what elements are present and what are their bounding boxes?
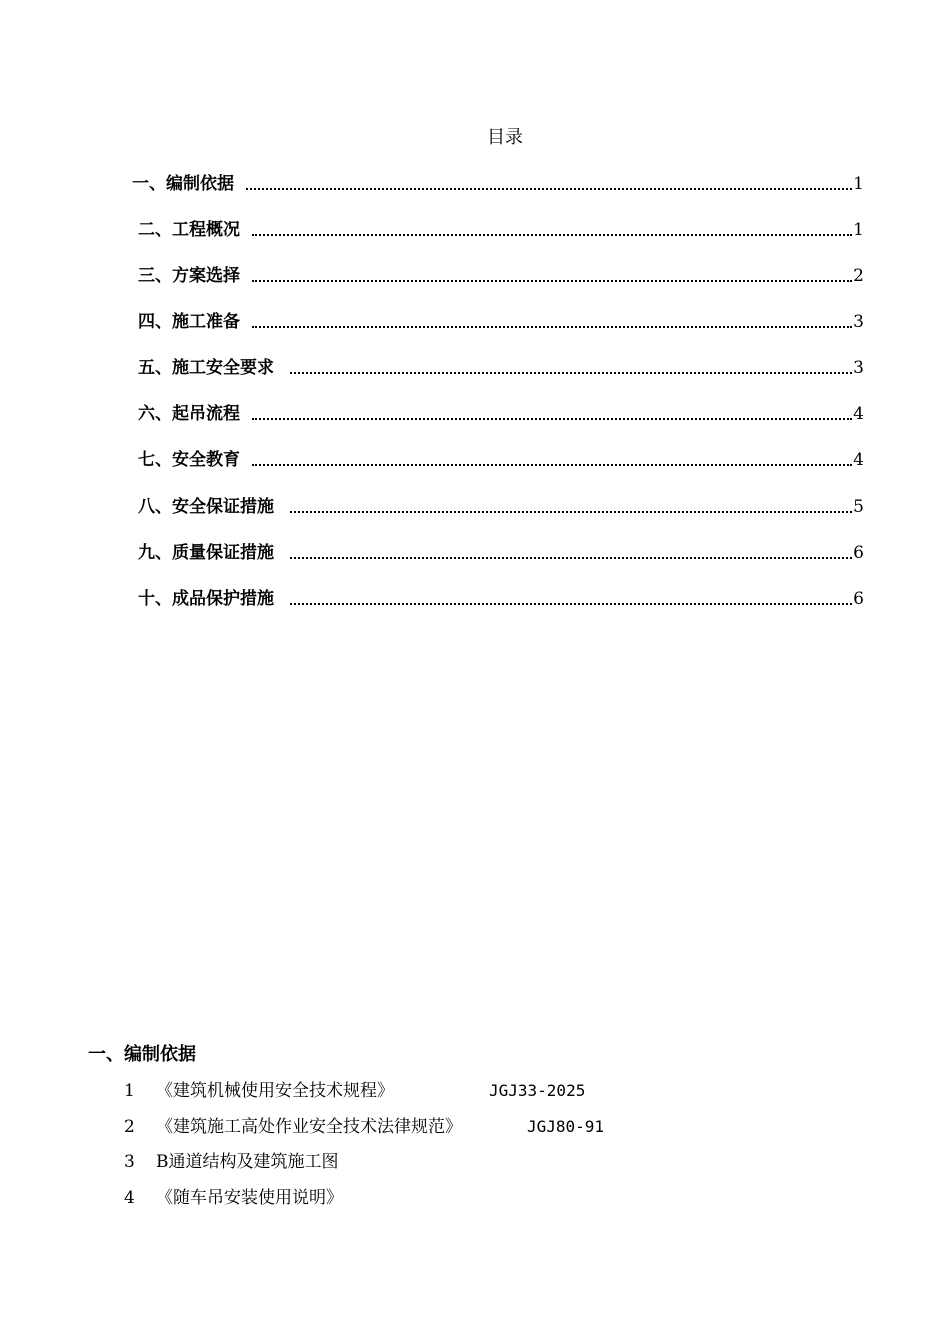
- toc-leader-dots: [246, 188, 852, 190]
- toc-entry[interactable]: [0, 541, 950, 565]
- toc-entry-label: 三、方案选择: [138, 266, 240, 286]
- toc-entry-page: 1: [853, 220, 864, 240]
- toc-entry-page: 4: [853, 450, 864, 470]
- toc-entry-label: 六、起吊流程: [138, 404, 240, 424]
- toc-entry-label: 七、安全教育: [138, 450, 240, 470]
- toc-entry[interactable]: [0, 356, 950, 380]
- toc-leader-dots: [252, 464, 852, 466]
- list-item-text: 《随车吊安装使用说明》: [156, 1188, 343, 1208]
- list-item-text: 《建筑施工高处作业安全技术法律规范》: [156, 1117, 462, 1137]
- toc-title: 目录: [487, 127, 523, 148]
- toc-entry-page: 3: [853, 358, 864, 378]
- list-item: [0, 1115, 950, 1139]
- toc-leader-dots: [290, 603, 852, 605]
- toc-entry[interactable]: [0, 310, 950, 334]
- toc-leader-dots: [252, 280, 852, 282]
- toc-entry[interactable]: [0, 448, 950, 472]
- list-item-number: 1: [124, 1081, 135, 1101]
- list-item: [0, 1186, 950, 1210]
- toc-entry-page: 1: [853, 174, 864, 194]
- list-item-text: 《建筑机械使用安全技术规程》: [156, 1081, 394, 1101]
- toc-entry-label: 九、质量保证措施: [138, 543, 274, 563]
- list-item-code: JGJ80-91: [527, 1117, 605, 1136]
- list-item-number: 2: [124, 1117, 135, 1137]
- list-item: [0, 1079, 950, 1103]
- toc-leader-dots: [252, 418, 852, 420]
- toc-entry[interactable]: [0, 495, 950, 519]
- toc-entry[interactable]: [0, 172, 950, 196]
- toc-leader-dots: [290, 557, 852, 559]
- toc-entry-page: 2: [853, 266, 864, 286]
- section-heading: 一、编制依据: [88, 1044, 196, 1065]
- toc-entry[interactable]: [0, 264, 950, 288]
- toc-entry-label: 四、施工准备: [138, 312, 240, 332]
- toc-entry-label: 十、成品保护措施: [138, 589, 274, 609]
- toc-entry-page: 3: [853, 312, 864, 332]
- list-item-number: 4: [124, 1188, 135, 1208]
- toc-entry[interactable]: [0, 587, 950, 611]
- list-item-code: JGJ33-2025: [489, 1081, 586, 1100]
- toc-entry-page: 4: [853, 404, 864, 424]
- toc-entry-label: 八、安全保证措施: [138, 497, 274, 517]
- list-item-number: 3: [124, 1152, 135, 1172]
- toc-leader-dots: [252, 234, 852, 236]
- toc-leader-dots: [290, 511, 852, 513]
- toc-entry-page: 6: [853, 589, 864, 609]
- toc-entry-label: 二、工程概况: [138, 220, 240, 240]
- toc-entry[interactable]: [0, 402, 950, 426]
- table-of-contents: [0, 0, 950, 640]
- toc-entry-label: 五、施工安全要求: [138, 358, 274, 378]
- toc-entry[interactable]: [0, 218, 950, 242]
- list-item-text: B通道结构及建筑施工图: [156, 1152, 339, 1172]
- toc-entry-label: 一、编制依据: [132, 174, 234, 194]
- toc-leader-dots: [290, 372, 852, 374]
- list-item: [0, 1150, 950, 1174]
- toc-entry-page: 5: [853, 497, 864, 517]
- toc-leader-dots: [252, 326, 852, 328]
- toc-entry-page: 6: [853, 543, 864, 563]
